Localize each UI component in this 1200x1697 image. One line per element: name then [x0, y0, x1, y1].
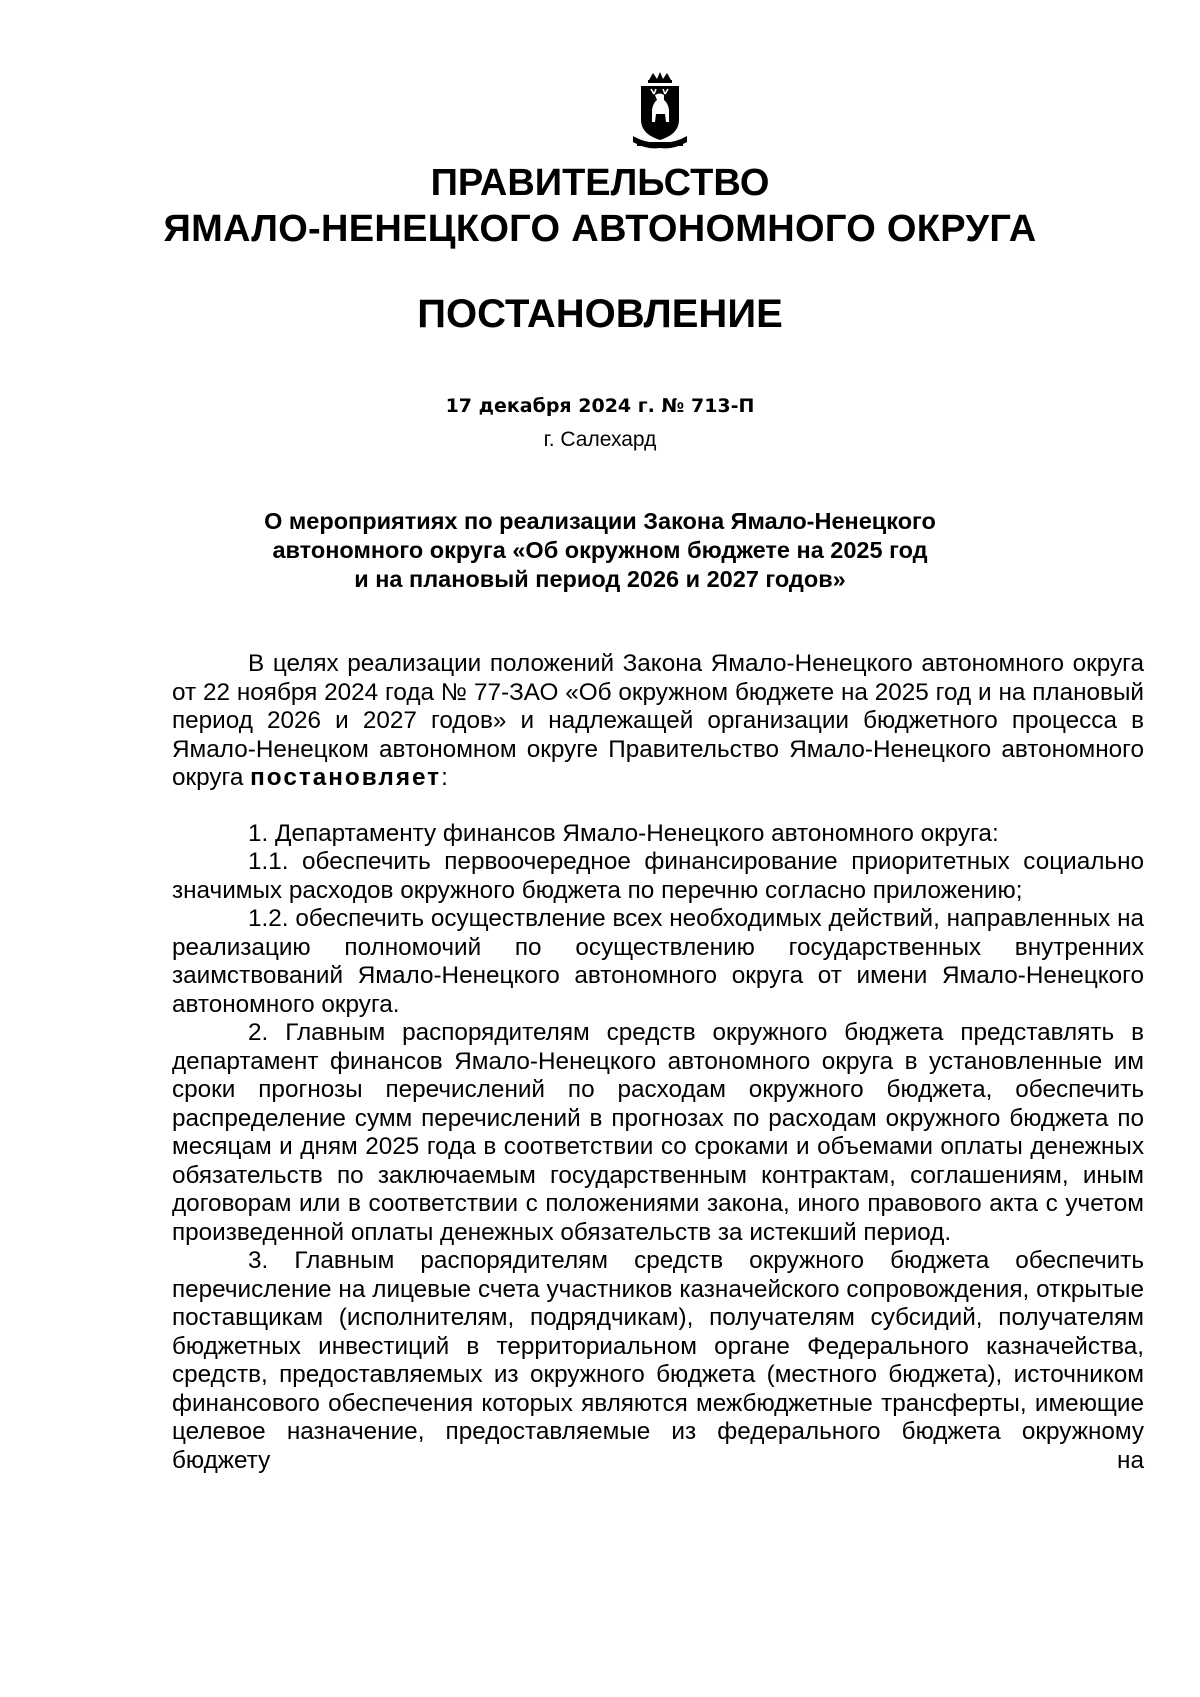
paragraph-gap: [172, 793, 1144, 820]
coat-of-arms-emblem-icon: [627, 70, 693, 152]
subject-line1: О мероприятиях по реализации Закона Ямало-Ненецкого: [264, 508, 936, 534]
government-title-line1: ПРАВИТЕЛЬСТВО: [430, 162, 770, 204]
document-subject: [250, 507, 950, 594]
preamble-text: В целях реализации положений Закона Ямало-Ненецкого автономного округа от 22 ноября 2024 года № 77-ЗАО «Об окружном бюджете на 2025 год и на плановый период 2026 и 2027 годов» и надлежащей организации бюджетного процесса в Ямало-Ненецком автономном округе Правительство Ямало-Ненецкого автономного округа: [172, 650, 1144, 791]
item-3: 3. Главным распорядителям средств окружного бюджета обеспечить перечисление на лицевые счета участников казначейского сопровождения, открытые поставщикам (исполнителям, подрядчикам), получателям субсидий, получателям бюджетных инвестиций в территориальном органе Федерального казначейства, средств, предоставляемых из окружного бюджета (местного бюджета), источником финансового обеспечения которых являются межбюджетные трансферты, имеющие целевое назначение, предоставляемые из федерального бюджета окружному бюджету на: [172, 1247, 1144, 1474]
document-meta: [300, 390, 900, 456]
item-1-1: 1.1. обеспечить первоочередное финансирование приоритетных социально значимых расходов окружного бюджета по перечню согласно приложению;: [172, 848, 1144, 904]
city-name: г. Салехард: [543, 428, 657, 451]
item-2: 2. Главным распорядителям средств окружного бюджета представлять в департамент финансов Ямало-Ненецкого автономного округа в установленные им сроки прогнозы перечислений по расходам окружного бюджета, обеспечить распределение сумм перечислений в прогнозах по расходам окружного бюджета по месяцам и дням 2025 года в соответствии со сроками и объемами оплаты денежных обязательств по заключаемым государственным контрактам, соглашениям, иным договорам или в соответствии с положениями закона, иного правового акта с учетом произведенной оплаты денежных обязательств за истекший период.: [172, 1019, 1144, 1246]
subject-line3: и на плановый период 2026 и 2027 годов»: [354, 566, 846, 592]
preamble-keyword: постановляет: [250, 764, 442, 791]
document-type-heading: ПОСТАНОВЛЕНИЕ: [417, 292, 783, 336]
subject-line2: автономного округа «Об окружном бюджете на 2025 год: [272, 537, 928, 563]
government-title-line2: ЯМАЛО-НЕНЕЦКОГО АВТОНОМНОГО ОКРУГА: [163, 208, 1037, 250]
item-1: 1. Департаменту финансов Ямало-Ненецкого автономного округа:: [248, 819, 999, 847]
date-and-number: 17 декабря 2024 г. № 713-П: [445, 395, 755, 417]
preamble-paragraph: [172, 650, 1144, 793]
preamble-end: :: [441, 764, 448, 791]
document-body: [172, 650, 1144, 1475]
item-1-2: 1.2. обеспечить осуществление всех необходимых действий, направленных на реализацию полномочий по осуществлению государственных внутренних заимствований Ямало-Ненецкого автономного округа от имени Ямало-Ненецкого автономного округа.: [172, 905, 1144, 1018]
government-title: [150, 160, 1050, 252]
